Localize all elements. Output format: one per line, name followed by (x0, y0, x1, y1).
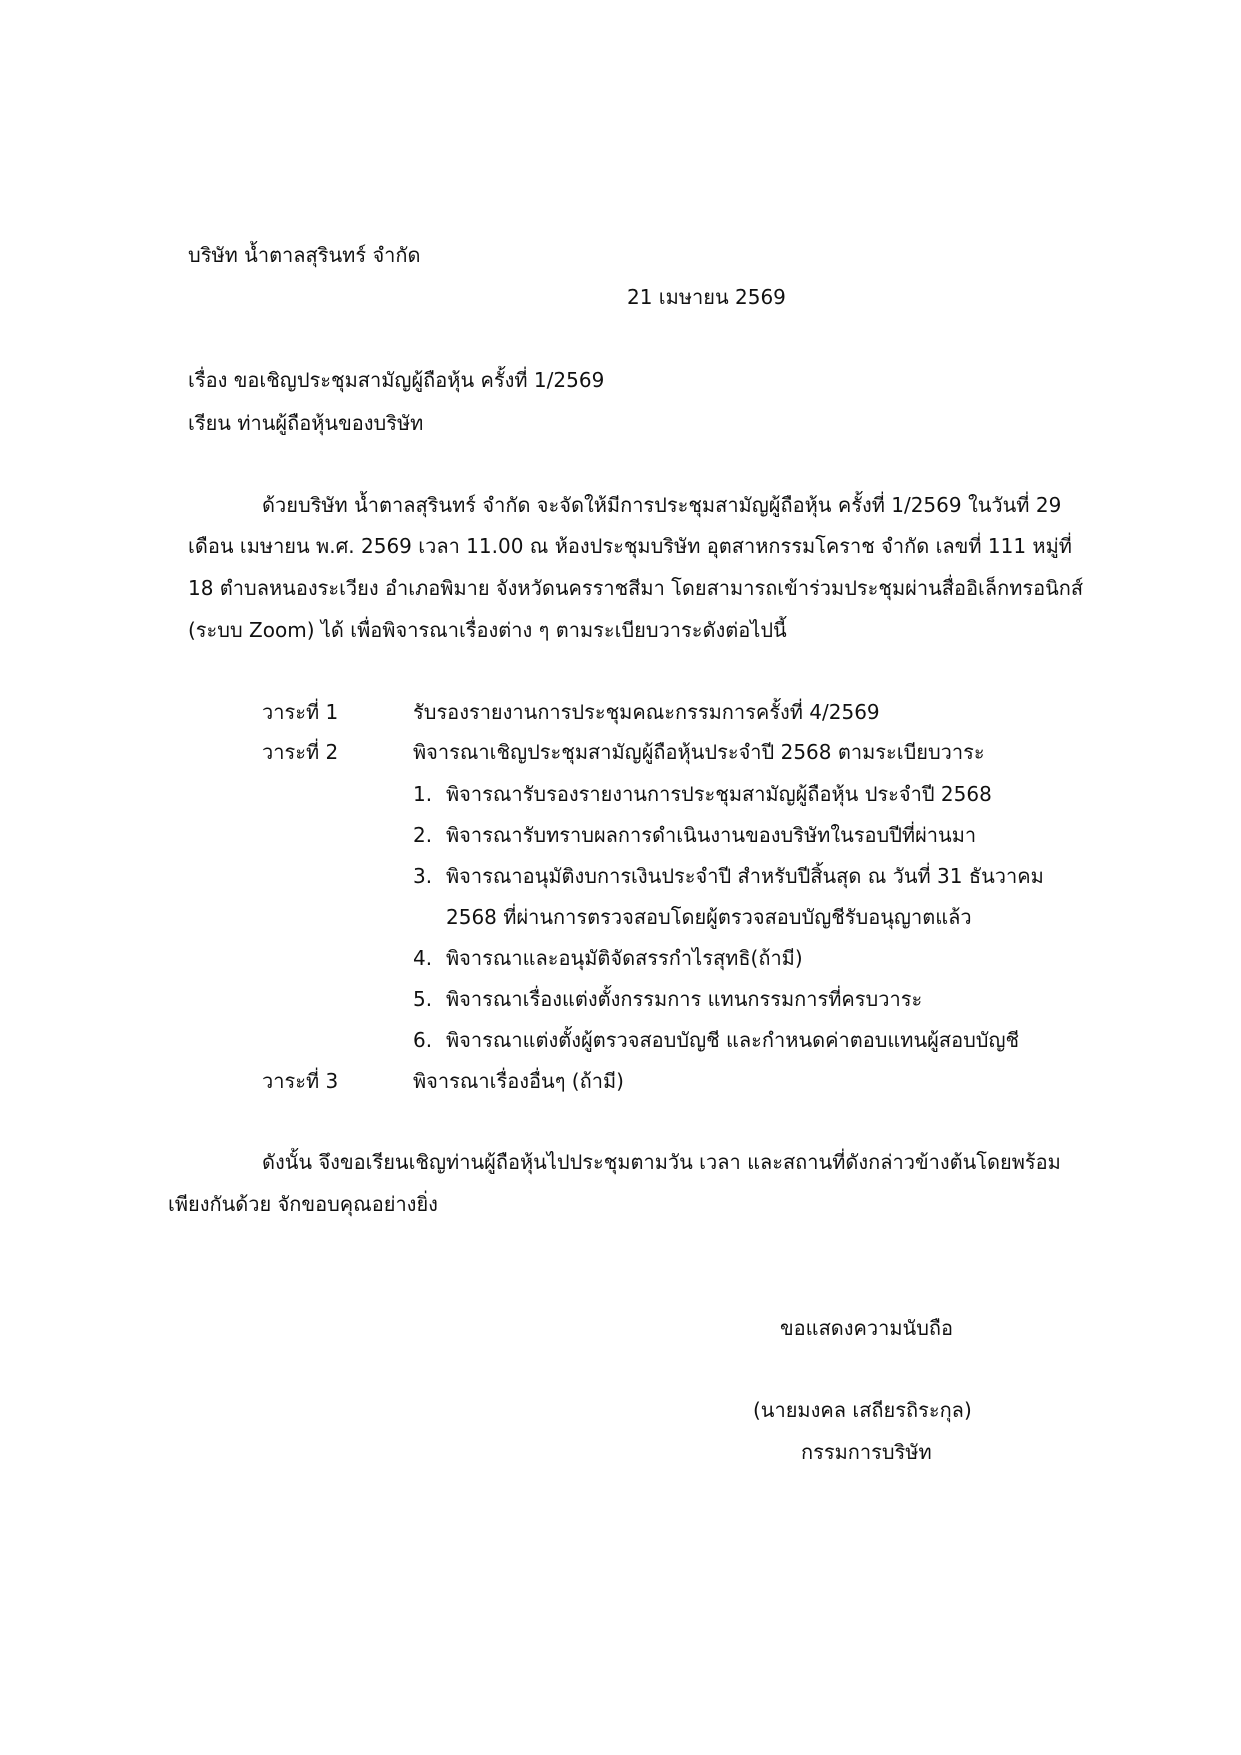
agenda-text: พิจารณาเรื่องอื่นๆ (ถ้ามี) (413, 1069, 624, 1093)
agenda-text: รับรองรายงานการประชุมคณะกรรมการครั้งที่ 4/2569 (413, 700, 880, 724)
sub-item-number: 4. (413, 946, 433, 970)
agenda-label: วาระที่ 2 (262, 740, 339, 764)
sub-item-text: พิจารณารับทราบผลการดำเนินงานของบริษัทในรอบปีที่ผ่านมา (446, 823, 977, 847)
sub-item-text: พิจารณารับรองรายงานการประชุมสามัญผู้ถือหุ้น ประจำปี 2568 (446, 782, 992, 806)
letter-subject: เรื่อง ขอเชิญประชุมสามัญผู้ถือหุ้น ครั้งที่ 1/2569 (188, 368, 605, 392)
letter-date: 21 เมษายน 2569 (627, 285, 786, 309)
signoff: ขอแสดงความนับถือ (780, 1316, 954, 1340)
sub-item-text: พิจารณาอนุมัติงบการเงินประจำปี สำหรับปีสิ้นสุด ณ วันที่ 31 ธันวาคม (446, 864, 1044, 888)
sub-item-number: 3. (413, 864, 433, 888)
agenda-label: วาระที่ 3 (262, 1069, 339, 1093)
sub-item-number: 2. (413, 823, 433, 847)
sub-item-text: พิจารณาและอนุมัติจัดสรรกำไรสุทธิ(ถ้ามี) (446, 946, 803, 970)
company-name: บริษัท น้ำตาลสุรินทร์ จำกัด (188, 243, 421, 267)
sub-item-text: พิจารณาเรื่องแต่งตั้งกรรมการ แทนกรรมการที่ครบวาระ (446, 987, 923, 1011)
signer-title: กรรมการบริษัท (801, 1440, 932, 1464)
closing-line: ดังนั้น จึงขอเรียนเชิญท่านผู้ถือหุ้นไปประชุมตามวัน เวลา และสถานที่ดังกล่าวข้างต้นโดยพร้อม (262, 1150, 1061, 1174)
sub-item-text: พิจารณาแต่งตั้งผู้ตรวจสอบบัญชี และกำหนดค่าตอบแทนผู้สอบบัญชี (446, 1028, 1020, 1052)
body-line: 18 ตำบลหนองระเวียง อำเภอพิมาย จังหวัดนครราชสีมา โดยสามารถเข้าร่วมประชุมผ่านสื่ออิเล็กทรอนิกส์ (188, 576, 1084, 600)
sub-item-number: 1. (413, 782, 433, 806)
agenda-text: พิจารณาเชิญประชุมสามัญผู้ถือหุ้นประจำปี 2568 ตามระเบียบวาระ (413, 740, 985, 764)
sub-item-number: 6. (413, 1028, 433, 1052)
closing-line: เพียงกันด้วย จักขอบคุณอย่างยิ่ง (168, 1192, 438, 1216)
signer-name: (นายมงคล เสถียรถิระกุล) (753, 1398, 972, 1422)
agenda-label: วาระที่ 1 (262, 700, 339, 724)
body-line: ด้วยบริษัท น้ำตาลสุรินทร์ จำกัด จะจัดให้มีการประชุมสามัญผู้ถือหุ้น ครั้งที่ 1/2569 ในวันที่ 29 (262, 493, 1062, 517)
sub-item-number: 5. (413, 987, 433, 1011)
letter-addressee: เรียน ท่านผู้ถือหุ้นของบริษัท (188, 411, 424, 435)
sub-item-text-continued: 2568 ที่ผ่านการตรวจสอบโดยผู้ตรวจสอบบัญชีรับอนุญาตแล้ว (446, 905, 972, 929)
body-line: เดือน เมษายน พ.ศ. 2569 เวลา 11.00 ณ ห้องประชุมบริษัท อุตสาหกรรมโคราช จำกัด เลขที่ 111 หมู่ที่ (188, 534, 1072, 558)
body-line: (ระบบ Zoom) ได้ เพื่อพิจารณาเรื่องต่าง ๆ ตามระเบียบวาระดังต่อไปนี้ (188, 618, 787, 642)
